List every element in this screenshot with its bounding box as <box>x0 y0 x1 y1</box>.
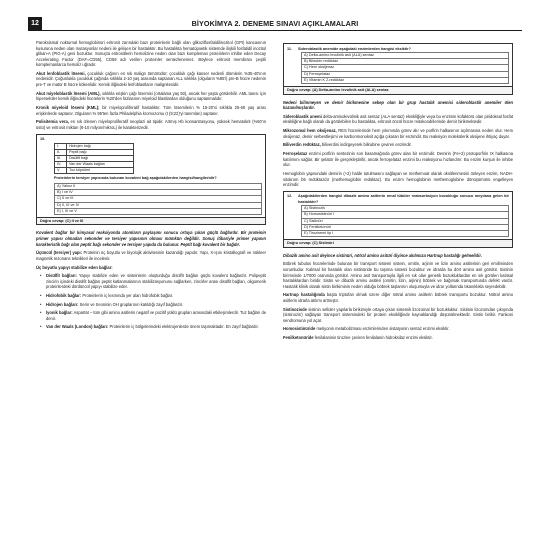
list-item-lead: Hidrofobik bağlar: <box>46 292 82 298</box>
bullet-icon: • <box>40 301 42 307</box>
list-item-text: Yapıyı stabilize eden ve sisteinlerin oluşturduğu disülfit bağları güçlü kovalent bağlardır. Polipeptit zincirin içindeki disülfit bağları peptit katlanmalarının stabilizasyonunu sağlarken, zincirler arası disülfit bağları, oligomerik proteinlerdeki dördüncül yapıyı stabilize eder. <box>46 273 266 290</box>
list-item-content <box>46 310 266 321</box>
paragraph <box>283 307 513 324</box>
list-item <box>36 310 266 321</box>
right-column <box>283 40 513 344</box>
list-item-lead: Disülfit bağları: <box>46 273 77 279</box>
paragraph <box>36 119 266 130</box>
paragraph-lead: Üçüncül (tersiyer) yapı: <box>36 250 83 256</box>
page-number: 12 <box>28 17 42 30</box>
table-row <box>55 168 134 174</box>
paragraph-text: metiyonin metabolizması enzimlerinden sistatyonin sentaz enzimi eksiktir. <box>315 326 450 332</box>
answer-option: E) Vitamin K 2-redüktaz <box>301 77 509 84</box>
paragraph <box>283 142 513 148</box>
table-cell: Peptit bağı <box>67 150 134 156</box>
section-subheading: Üç boyutlu yapıyı stabilize eden bağlar: <box>36 264 113 270</box>
paragraph <box>283 114 513 125</box>
answer-option: E) Tirozinemi tip I <box>301 230 509 237</box>
bullet-icon: • <box>40 292 42 298</box>
paragraph <box>36 71 266 88</box>
correct-answer: Doğru cevap: (C) Sistinüri <box>284 239 512 246</box>
question-box <box>283 191 513 248</box>
paragraph-lead: Homosistinüride <box>283 326 316 332</box>
answer-option: D) Fenilketonüri <box>301 224 509 230</box>
table-cell: V. <box>55 168 67 174</box>
table-cell: II. <box>55 150 67 156</box>
table-cell: III. <box>55 156 67 162</box>
paragraph: Paroksismal nokturnal hemoglobinüri eritrosit zarındaki bazı proteinlerin bağlı olan glikozilfosfatidilinozitol (GPI) kancasının kusuruna neden olan mutasyonlar nedeni ile gelişen bir hastalıktır. Bu hastalıkta hematopoetik sistemde ilişkili fosfatidil inozitol glikan-A (PIG-A) geni bozuktur. Sonuçta eritrositlerin hemolizine neden olan bazı kompleman proteinlerin inhibe eden Decay Accelerating Factor (DAF=CD55), CD59 adı verilen proteinler sentezlenemez. Böylece eritrosit membranı çeşitli komplemanlarca hemoliz uğradır. <box>36 40 266 68</box>
answer-option: C) Hem oksijenaz <box>301 64 509 70</box>
paragraph-text: en sık izlenen miyeloproliferatif neoplazi ait tipidir. Artmış Hb konsantrasyonu, yüksek hematokrit (%60'ın üstü) ve eritrosit miktarı (6-10 milyon/mikroL) ile karakterizedir. <box>36 119 267 130</box>
paragraph <box>36 105 266 116</box>
answer-option: B) I ve IV <box>54 189 262 195</box>
paragraph-lead: Ferroşelataz <box>283 151 308 157</box>
paragraph-lead: Sistinozisde <box>283 306 307 312</box>
list-item <box>36 324 266 330</box>
paragraph <box>283 128 513 139</box>
paragraph-lead: Fenilketonüride <box>283 335 314 341</box>
list-item-text: Proteinlerin iç kısmında yer alan hidrofobik bağlar. <box>81 292 173 298</box>
answer-option: D) II, III ve IV <box>54 202 262 208</box>
list-item-lead: Hidrojen bağları: <box>46 301 79 307</box>
paragraph: Böbrek tubulus hücrelerinde bulunan bir transport sistemi sistein, ornitin, arjinin ve lizin amino asitlerinin geri emiliminden sorumludur. Kalıtsal bir hastalık olan sistinüride bu taşıma sistemi bozuktur ve idrarda bu dört amino asit görülür. Sistinin birimsinde 1/7000 oranında görülür. Amino asit transportuyla ilgili en sık olan genetik bozukluklardan en sık görülen kalıtsal hastalıklardan biridir. Sistin ve dibazik amino asitleri (ornitin, lizin, arjinin) böbrek ve bağırsak transportunda defekt vardır. Hastalık klinik olarak sistin birikiminin neden olduğu böbrek taşlarının oluşumuyla ve idrar yollarında tıkanıklıkla seyredebilir. <box>283 261 513 289</box>
paragraph-text: Proteinin üç boyutlu ve biyolojik aktivitesinin kazandığı yapıdır. Yapı, X-ışını kristallografi ve nükleer magnetik rezonans teknikleri ile incelenir. <box>36 250 266 261</box>
question-header <box>40 137 262 142</box>
paragraph <box>283 151 513 168</box>
question-stem: Proteinlerin tersiyer yapısında bulunan kovalent bağ aşağıdakilerden hangisi/hangileridir? <box>54 176 217 181</box>
question-items-table <box>54 143 134 174</box>
paragraph-text: RES hücrelerinde hem yıkımında görev alır ve porfirin halkasının açılmasına neden olur. Hem oksijenaz, demir serbestleşimi ve karbonmonoksit açığa çıkaran bir enzimdir. Bu reaksiyon molekülerik oksijene ihtiyaç duyar. <box>283 128 513 139</box>
paragraph-text: başta triptofan olmak üzere diğer nötral amino asitlerin böbrek transportu bozuktur. Nötral amino asitlerin idrarla atılımı artmıştır. <box>283 292 514 303</box>
list-item-content <box>46 293 173 299</box>
answer-option: C) Sistinüri <box>301 218 509 224</box>
bullet-icon: • <box>40 324 42 330</box>
table-cell: Disülfit bağı <box>67 156 134 162</box>
answer-option: D) Ferroşelataz <box>301 71 509 77</box>
paragraph <box>283 335 513 341</box>
paragraph-lead: Mikrozomal hem oksijenaz, <box>283 128 337 134</box>
paragraph-lead: Hartnup hastalığında <box>283 292 325 298</box>
table-cell: Van der Waals bağları <box>67 162 134 168</box>
question-stem: Aşağıdakilerden hangisi dibazik amino asitlerin renal tübüler reabsorbsiyon bozukluğu sonucu meydana gelen bir hastalıktır? <box>298 194 509 204</box>
paragraph-lead: Kronik miyeloid lösemi (KML); <box>36 105 100 111</box>
paragraph-text: çocukluk çağının en sık malign tümörüdür; çocukluk çağı kanser nedenli ölümlerin %35-40'ının nedenidir. Çoğunlukla çocukluk çağında sıklıkla 2-10 yaş arasında saptanan ALL sıklıkla (olguların %85'i) pre-B hücre nedenin pre-T ve matür B hücre kökenlidir. Kemik iliğindeki lenfoblastların malignitesidir. <box>36 70 266 88</box>
paragraph <box>36 250 266 261</box>
list-item <box>36 273 266 290</box>
answer-option: A) Yalnız II <box>54 183 262 189</box>
list-item-content <box>46 324 259 330</box>
list-item-text: Proteinlerin iç bölgelerindeki elektrojenlerde önem taşımaktadır. En zayıf bağlardır. <box>108 324 259 330</box>
answer-option: C) II ve III <box>54 195 262 201</box>
paragraph: Hemoglobin yapısındaki demirin (+2) halde tutulmasını sağlayan ve methemoat olarak oksitlenmesini önleyen enzim, NADH-sitokrom b5 redüktazdır (methemoglobin redüktaz). Bu enzim hemoglobinin methemoglobine dönüşümünü engelleyen enzimdir. <box>283 170 513 188</box>
correct-answer: Doğru cevap: (A) Delta-amino levulinik asit (ALA) sentaz <box>284 86 512 93</box>
list-item <box>36 302 266 308</box>
question-header <box>287 194 509 205</box>
left-column <box>36 40 266 333</box>
bullet-icon: • <box>40 273 42 279</box>
question-number: 10. <box>40 137 46 142</box>
list-item-lead: İyonik bağlar: <box>46 310 73 316</box>
page-header <box>28 17 522 31</box>
highlight-paragraph: Nedeni bilinmeyen ve demir birikmesine sebep olan bir grup hastalık anemisi sideroblastik anemiler ölen kazanılmışlardır. <box>283 99 513 111</box>
paragraph <box>283 326 513 332</box>
answer-option: E) I, III ve V <box>54 208 262 215</box>
paragraph-text: fenilalaninin tirozine çeviren fenilalanin hidroksilaz enzimi eksiktir. <box>313 335 433 341</box>
paragraph-lead: Akut miyeloblastik lösemi (AML), <box>36 90 101 96</box>
paragraph-lead: Polisitemia vera, <box>36 119 69 125</box>
page-title: BİYOKİMYA 2. DENEME SINAVI AÇIKLAMALARI <box>191 19 359 28</box>
answer-option: A) Delta-amino levulinik asit (ALA) sentaz <box>301 52 509 58</box>
table-cell: IV. <box>55 162 67 168</box>
table-cell: Tuz köprüleri <box>67 168 134 174</box>
list-item-text: Aspartat – tüm gibi amino asitlerin negatif ve pozitif yüklü grupları arasındaki etkileşimlerdir. Tuz bağları de denir. <box>46 310 266 321</box>
question-box <box>283 43 513 95</box>
table-cell: I. <box>55 144 67 150</box>
paragraph-text: enzimi porfirin sentezinin son basamağında görev alan bir enzimdir. Demirin (Fe+2) protoporfirin IX halkasına katılımını sağlar. Bir şelatör ile gerçekleştirilir, ancak ferroşelataz enzimi bu reaksiyonu hızlandırır. Bu enzim kurşun ile inhibe olur. <box>283 151 513 168</box>
list-item-content <box>46 302 183 308</box>
paragraph-lead: Akut lenfoblastik lösemi, <box>36 70 86 76</box>
paragraph-lead: Sideroblastik anemi <box>283 113 322 119</box>
list-item-lead: Van der Waals (London) bağları: <box>46 324 109 330</box>
list-item-content <box>46 273 266 290</box>
paragraph-text: bir miyeloproliferatif hastalıktır. Tüm lösemilerin % 15-20'si sıklıkla 25-60 yaş arası erişkinlerde saptanır. Olguların % 95'ten fazla Philadelphia kromozomu (t (9;22)'yi tanımları) saptanır. <box>36 105 266 116</box>
table-cell: Hidrojen bağı <box>67 144 134 150</box>
answer-option: B) Bilirubin redüktaz <box>301 58 509 64</box>
question-number: 12. <box>287 194 293 199</box>
highlight-paragraph: Kovalent bağlar bir kimyasal reaksiyonda atomların paylaşımı sonucu ortaya çıkan güçlü bağlardır. Bir proteinin primer yapısı olmadan sekonder ve tersiyer yapısının olması mümkün değildir. Sonuç itibariyle primer yapının karakteristik bağı olan peptit bağı sekonder ve tersiyer yapıda da bulunur. Peptit bağı kovalent bir bağdır. <box>36 230 266 247</box>
question-box <box>36 134 266 226</box>
list-item <box>36 293 266 299</box>
paragraph-text: delta-aminolevülinik asit sentaz (ALA sentaz) eksikliğiyle veya bu enzimin kofaktörü olan piridoksal fosfat eksikliğine bağlı olarak da görülebilen bu hastalıkta, eritrosit öncül hücre mitokondrilerinde demir birikmektedir. <box>283 113 513 125</box>
highlight-paragraph: Dibazik amino asit deyince sistinüri, nötral amino asitüri diyince akılımıza Hartnup hastalığı gelmelidir. <box>283 252 482 258</box>
paragraph-text: sıklıkla erişkin çağı lösemisi (ortalama yaş 50), ancak her yaşta görülebilir. AML tanısı için hiperselüler kemik iliğindeki hücrelerin %20'den fazlasının miyeloid blastlardan olduğunu saptanmalıdır. <box>36 90 266 102</box>
correct-answer: Doğru cevap: (C) II ve III <box>37 217 265 224</box>
bullet-icon: • <box>40 310 42 316</box>
list-item-text: Serin ve treoninin OH gruplarının katıldığı zayıf bağlardır. <box>78 301 183 307</box>
answer-option: A) Sistinozis <box>301 205 509 211</box>
question-number: 11. <box>287 46 293 51</box>
paragraph-text: sistinin sellüler yapılarla birikimiyle ortaya çıkan sistemik lizozomal bir bozukluktur. Sistinin lizozomdan çıkışında (sistinozin) sağlayan transport sistemindeki bir protein eksikliğinde kaynaklandığı düşünülmektedir. Sistin birikir. Fankoni sendromuna yol açar. <box>283 306 513 323</box>
paragraph-text: biliverdini indirgeyerek bilirubine çeviren enzimdir. <box>320 142 412 148</box>
paragraph <box>36 91 266 102</box>
question-stem: Sideroblastik anemide aşağıdaki enzimlerden hangisi eksiktir? <box>298 46 411 51</box>
paragraph <box>283 292 513 303</box>
paragraph-lead: Biliverdin redüktaz, <box>283 142 321 148</box>
answer-option: B) Homosistinüri I <box>301 211 509 217</box>
